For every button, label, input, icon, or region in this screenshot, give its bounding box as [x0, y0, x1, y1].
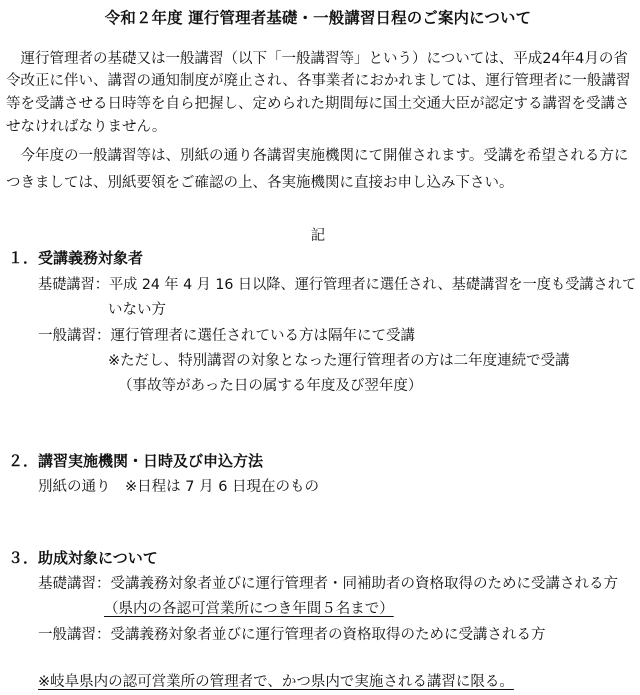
section-1-note-paren: （事故等があった日の属する年度及び翌年度）	[118, 378, 423, 394]
section-2-line: 別紙の通り ※日程は 7 月 6 日現在のもの	[38, 479, 320, 495]
intro-line: せなければなりません。	[6, 119, 167, 135]
section-3-ippan-line: 一般講習：受講義務対象者並びに運行管理者の資格取得のために受講される方	[38, 627, 546, 643]
section-2-heading: ２．講習実施機関・日時及び申込方法	[8, 452, 264, 470]
intro-line: 等を受講させる日時等を自ら把握し、定められた期間毎に国土交通大臣が認定する講習を受講さ	[6, 96, 630, 112]
ki-marker: 記	[310, 228, 326, 244]
section-3-kiso-limit: （県内の各認可営業所につき年間５名まで）	[104, 601, 394, 617]
page-title: 令和２年度 運行管理者基礎・一般講習日程のご案内について	[104, 9, 532, 27]
intro-line: つきましては、別紙要領をご確認の上、各実施機関に直接お申し込み下さい。	[6, 175, 514, 191]
intro-line: 令改正に伴い、講習の通知制度が廃止され、各事業者におかれましては、運行管理者に一般講習	[6, 73, 631, 89]
intro-line: 今年度の一般講習等は、別紙の通り各講習実施機関にて開催されます。受講を希望される方に	[6, 148, 629, 164]
intro-line: 運行管理者の基礎又は一般講習（以下「一般講習等」という）については、平成24年4月の省	[6, 51, 628, 67]
section-1-note: ※ただし、特別講習の対象となった運行管理者の方は二年度連続で受講	[108, 353, 570, 369]
section-3-footnote: ※岐阜県内の認可営業所の管理者で、かつ県内で実施される講習に限る。	[38, 674, 514, 690]
section-3-heading: ３．助成対象について	[8, 549, 158, 567]
section-1-ippan-line: 一般講習：運行管理者に選任されている方は隔年にて受講	[38, 328, 415, 344]
section-1-kiso-line-cont: いない方	[108, 302, 166, 318]
section-1-kiso-line: 基礎講習：平成 24 年 4 月 16 日以降、運行管理者に選任され、基礎講習を一度も受講されて	[38, 277, 637, 293]
section-3-kiso-line: 基礎講習：受講義務対象者並びに運行管理者・同補助者の資格取得のために受講される方	[38, 576, 618, 592]
section-1-heading: １．受講義務対象者	[8, 249, 144, 267]
